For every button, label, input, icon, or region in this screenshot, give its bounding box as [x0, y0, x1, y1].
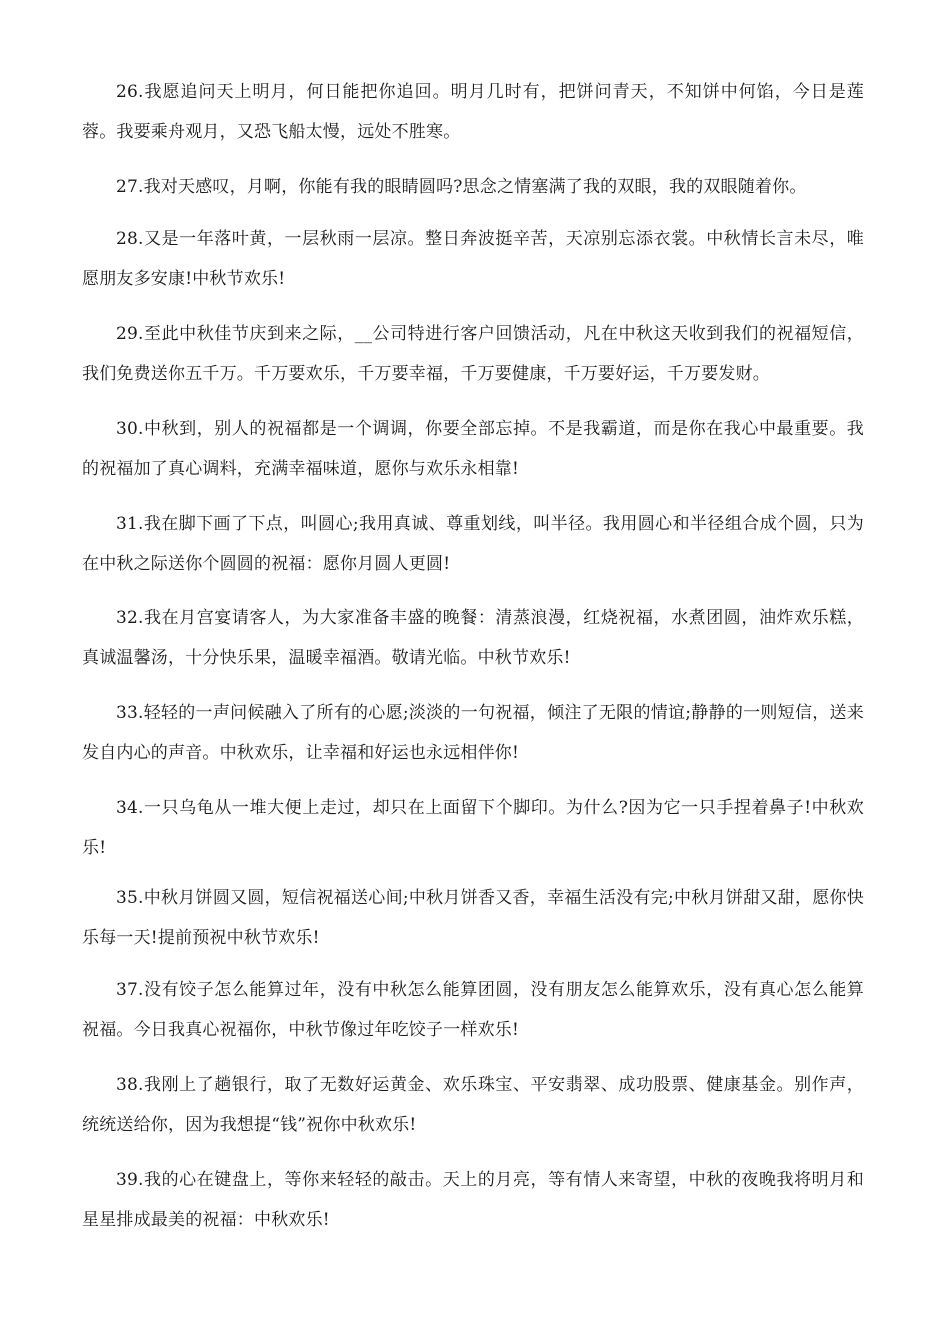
- paragraph-29: 29.至此中秋佳节庆到来之际，__公司特进行客户回馈活动，凡在中秋这天收到我们的祝福短信，我们免费送你五千万。千万要欢乐，千万要幸福，千万要健康，千万要好运，千万要发财。: [82, 324, 864, 384]
- paragraph-38: 38.我刚上了趟银行，取了无数好运黄金、欢乐珠宝、平安翡翠、成功股票、健康基金。别作声，统统送给你，因为我想提“钱”祝你中秋欢乐!: [82, 1075, 864, 1135]
- paragraph-28: 28.又是一年落叶黄，一层秋雨一层凉。整日奔波挺辛苦，天凉别忘添衣裳。中秋情长言未尽，唯愿朋友多安康!中秋节欢乐!: [82, 229, 864, 289]
- paragraph-30: 30.中秋到，别人的祝福都是一个调调，你要全部忘掉。不是我霸道，而是你在我心中最重要。我的祝福加了真心调料，充满幸福味道，愿你与欢乐永相靠!: [82, 419, 864, 479]
- paragraph-26: 26.我愿追问天上明月，何日能把你追回。明月几时有，把饼问青天，不知饼中何馅，今日是莲蓉。我要乘舟观月，又恐飞船太慢，远处不胜寒。: [82, 82, 864, 142]
- paragraph-34: 34.一只乌龟从一堆大便上走过，却只在上面留下个脚印。为什么?因为它一只手捏着鼻子!中秋欢乐!: [82, 798, 864, 858]
- paragraph-37: 37.没有饺子怎么能算过年，没有中秋怎么能算团圆，没有朋友怎么能算欢乐，没有真心怎么能算祝福。今日我真心祝福你，中秋节像过年吃饺子一样欢乐!: [82, 980, 864, 1040]
- paragraph-39: 39.我的心在键盘上，等你来轻轻的敲击。天上的月亮，等有情人来寄望，中秋的夜晚我将明月和星星排成最美的祝福：中秋欢乐!: [82, 1170, 864, 1230]
- paragraph-35: 35.中秋月饼圆又圆，短信祝福送心间;中秋月饼香又香，幸福生活没有完;中秋月饼甜又甜，愿你快乐每一天!提前预祝中秋节欢乐!: [82, 888, 864, 948]
- paragraph-31: 31.我在脚下画了下点，叫圆心;我用真诚、尊重划线，叫半径。我用圆心和半径组合成个圆，只为在中秋之际送你个圆圆的祝福：愿你月圆人更圆!: [82, 514, 864, 574]
- paragraph-27: 27.我对天感叹，月啊，你能有我的眼睛圆吗?思念之情塞满了我的双眼，我的双眼随着你。: [116, 177, 807, 197]
- paragraph-33: 33.轻轻的一声问候融入了所有的心愿;淡淡的一句祝福，倾注了无限的情谊;静静的一则短信，送来发自内心的声音。中秋欢乐，让幸福和好运也永远相伴你!: [82, 703, 864, 763]
- paragraph-32: 32.我在月宫宴请客人，为大家准备丰盛的晚餐：清蒸浪漫，红烧祝福，水煮团圆，油炸欢乐糕，真诚温馨汤，十分快乐果，温暖幸福酒。敬请光临。中秋节欢乐!: [82, 608, 864, 668]
